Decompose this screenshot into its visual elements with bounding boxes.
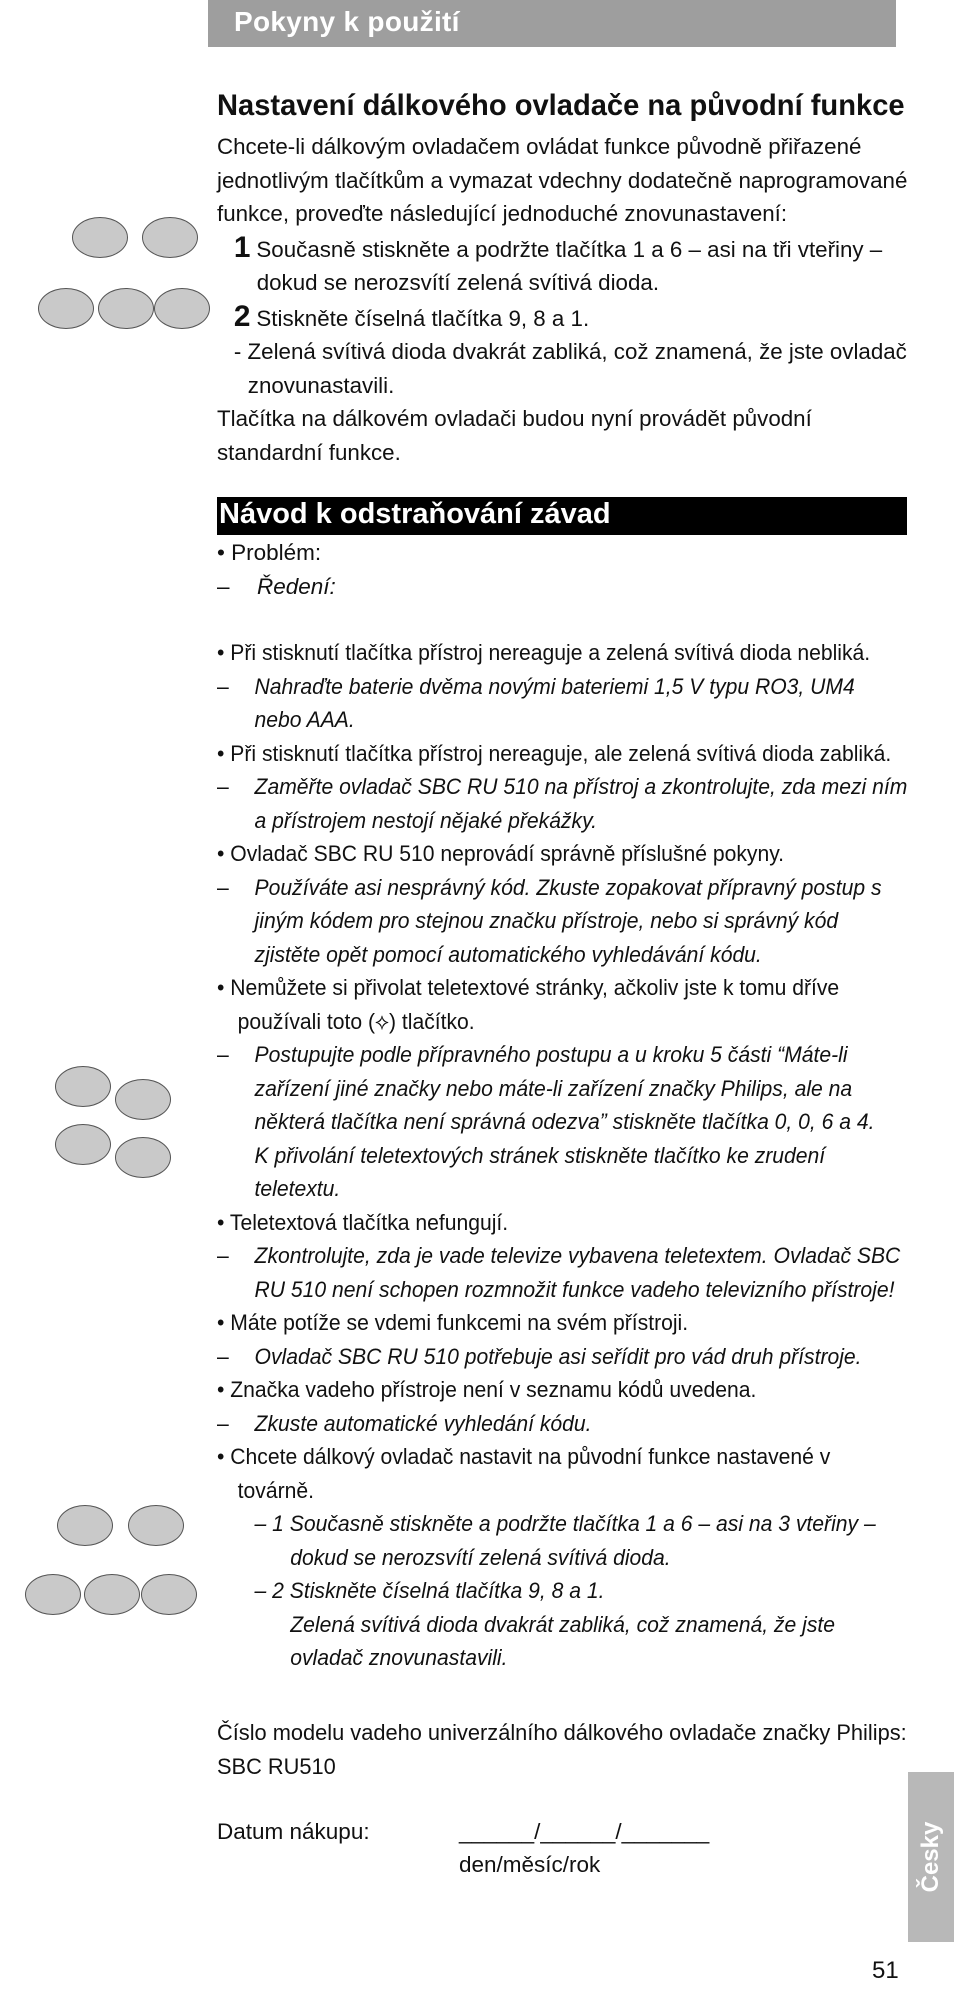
remote-key-icon <box>57 1505 113 1546</box>
remote-key-icon <box>25 1574 81 1615</box>
problem-text: • Při stisknutí tlačítka přístroj nereaguje, ale zelená svítivá dioda zabliká. <box>217 740 892 766</box>
solution-text: – Ovladač SBC RU 510 potřebuje asi seřídit pro vád druh přístroje. <box>217 1343 862 1369</box>
solution-text: – Zaměřte ovladač SBC RU 510 na přístroj a zkontrolujte, zda mezi ním <box>217 774 908 799</box>
solution-text: – Zkuste automatické vyhledání kódu. <box>217 1410 592 1436</box>
purchase-date-label: Datum nákupu: <box>217 1819 370 1844</box>
troubleshooting-title: Návod k odstraňování závad <box>219 498 611 530</box>
problem-text: používali toto (⟡) tlačítko. <box>237 1008 475 1034</box>
solution-text: – Zkontrolujte, zda je vade televize vybavena teletextem. Ovladač SBC <box>217 1243 901 1268</box>
troubleshooting-list <box>217 636 908 1675</box>
model-line: Číslo modelu vadeho univerzálního dálkového ovladače značky Philips: <box>217 1720 907 1745</box>
reset-note: - Zelená svítivá dioda dvakrát zabliká, což znamená, že jste ovladač <box>233 339 907 364</box>
solution-text: – Používáte asi nesprávný kód. Zkuste zopakovat přípravný postup s <box>217 874 882 900</box>
solution-text: zjistěte opět pomocí automatického vyhledávání kódu. <box>254 941 762 967</box>
problem-text: • Při stisknutí tlačítka přístroj nereaguje a zelená svítivá dioda nebliká. <box>217 640 871 665</box>
language-tab <box>908 1772 954 1942</box>
solution-text: teletextu. <box>254 1176 341 1201</box>
solution-text: a přístrojem nestojí nějaké překážky. <box>254 807 597 833</box>
reset-section-title: Nastavení dálkového ovladače na původní funkce <box>217 89 905 122</box>
problem-text: továrně. <box>237 1477 314 1503</box>
problem-text: • Teletextová tlačítka nefungují. <box>217 1209 509 1235</box>
reset-outro-line: Tlačítka na dálkovém ovladači budou nyní provádět původní <box>217 406 812 431</box>
purchase-date-format: den/měsíc/rok <box>459 1852 601 1877</box>
remote-key-icon <box>115 1137 171 1178</box>
remote-key-icon <box>84 1574 140 1615</box>
reset-intro-line: funkce, proveďte následující jednoduché znovunastavení: <box>217 201 788 226</box>
reset-step-text: dokud se nerozsvítí zelená svítivá dioda. <box>290 1544 671 1570</box>
remote-key-icon <box>142 217 198 258</box>
remote-key-icon <box>128 1505 184 1546</box>
step-text: Současně stiskněte a podržte tlačítka 1 a 6 – asi na tři vteřiny – <box>256 236 883 262</box>
problem-text: • Nemůžete si přivolat teletextové stránky, ačkoliv jste k tomu dříve <box>217 975 840 1000</box>
problem-text: • Ovladač SBC RU 510 neprovádí správně příslušné pokyny. <box>217 841 785 866</box>
solution-text: K přivolání teletextových stránek stiskněte tlačítko ke zrudení <box>254 1142 826 1168</box>
solution-text: – Postupujte podle přípravného postupu a u kroku 5 části “Máte-li <box>217 1042 848 1067</box>
remote-key-icon <box>72 217 128 258</box>
remote-key-icon <box>154 288 210 329</box>
step-text-cont: dokud se nerozsvítí zelená svítivá dioda. <box>256 270 660 295</box>
problem-text: • Chcete dálkový ovladač nastavit na původní funkce nastavené v <box>217 1444 831 1469</box>
solution-text: – Nahraďte baterie dvěma novými bateriemi 1,5 V typu RO3, UM4 <box>217 673 855 699</box>
problem-text: • Máte potíže se vdemi funkcemi na svém přístroji. <box>217 1310 689 1335</box>
remote-key-icon <box>55 1124 111 1165</box>
remote-key-icon <box>141 1574 197 1615</box>
troubleshooting-title-bar <box>217 497 907 535</box>
remote-key-icon <box>115 1079 171 1120</box>
reset-step-text: Zelená svítivá dioda dvakrát zabliká, což znamená, že jste <box>290 1611 836 1637</box>
legend-problem: • Problém: <box>217 540 322 565</box>
model-info <box>217 1716 907 1783</box>
troubleshooting-legend <box>217 536 907 603</box>
step-text: Stiskněte číselná tlačítka 9, 8 a 1. <box>256 305 590 331</box>
reset-step-1 <box>217 231 902 267</box>
legend-solution: – Ředení: <box>217 573 336 599</box>
step-number: 1 <box>233 230 251 264</box>
remote-key-icon <box>38 288 94 329</box>
model-number: SBC RU510 <box>217 1753 336 1779</box>
reset-step-2 <box>217 300 902 336</box>
language-label: Česky <box>917 1821 944 1893</box>
solution-text: jiným kódem pro stejnou značku přístroje, nebo si správný kód <box>254 908 839 933</box>
reset-step-text: – 2 Stiskněte číselná tlačítka 9, 8 a 1. <box>254 1578 605 1603</box>
header-title: Pokyny k použití <box>234 6 460 37</box>
solution-text: RU 510 není schopen rozmnožit funkce vadeho televizního přístroje! <box>254 1276 895 1302</box>
problem-text: • Značka vadeho přístroje není v seznamu kódů uvedena. <box>217 1377 757 1402</box>
reset-section-body <box>217 130 908 469</box>
solution-text: zařízení jiné značky nebo máte-li zařízení značky Philips, ale na <box>254 1075 853 1101</box>
reset-step-text: ovladač znovunastavili. <box>290 1645 508 1670</box>
solution-text: některá tlačítka není správná odezva” stiskněte tlačítka 0, 0, 6 a 4. <box>254 1109 875 1134</box>
page-number: 51 <box>872 1957 899 1984</box>
reset-intro-line: Chcete-li dálkovým ovladačem ovládat funkce původně přiřazené <box>217 134 862 159</box>
step-number: 2 <box>233 299 251 333</box>
purchase-date-field: ______/______/_______ <box>459 1819 710 1844</box>
reset-note-cont: znovunastavili. <box>247 372 395 398</box>
remote-key-icon <box>55 1066 111 1107</box>
solution-text: nebo AAA. <box>254 707 355 732</box>
reset-step-text: – 1 Současně stiskněte a podržte tlačítka 1 a 6 – asi na 3 vteřiny – <box>254 1511 876 1536</box>
header-bar <box>208 0 896 47</box>
remote-key-icon <box>98 288 154 329</box>
reset-outro-line: standardní funkce. <box>217 439 401 465</box>
reset-intro-line: jednotlivým tlačítkům a vymazat vdechny dodatečně naprogramované <box>217 167 908 193</box>
